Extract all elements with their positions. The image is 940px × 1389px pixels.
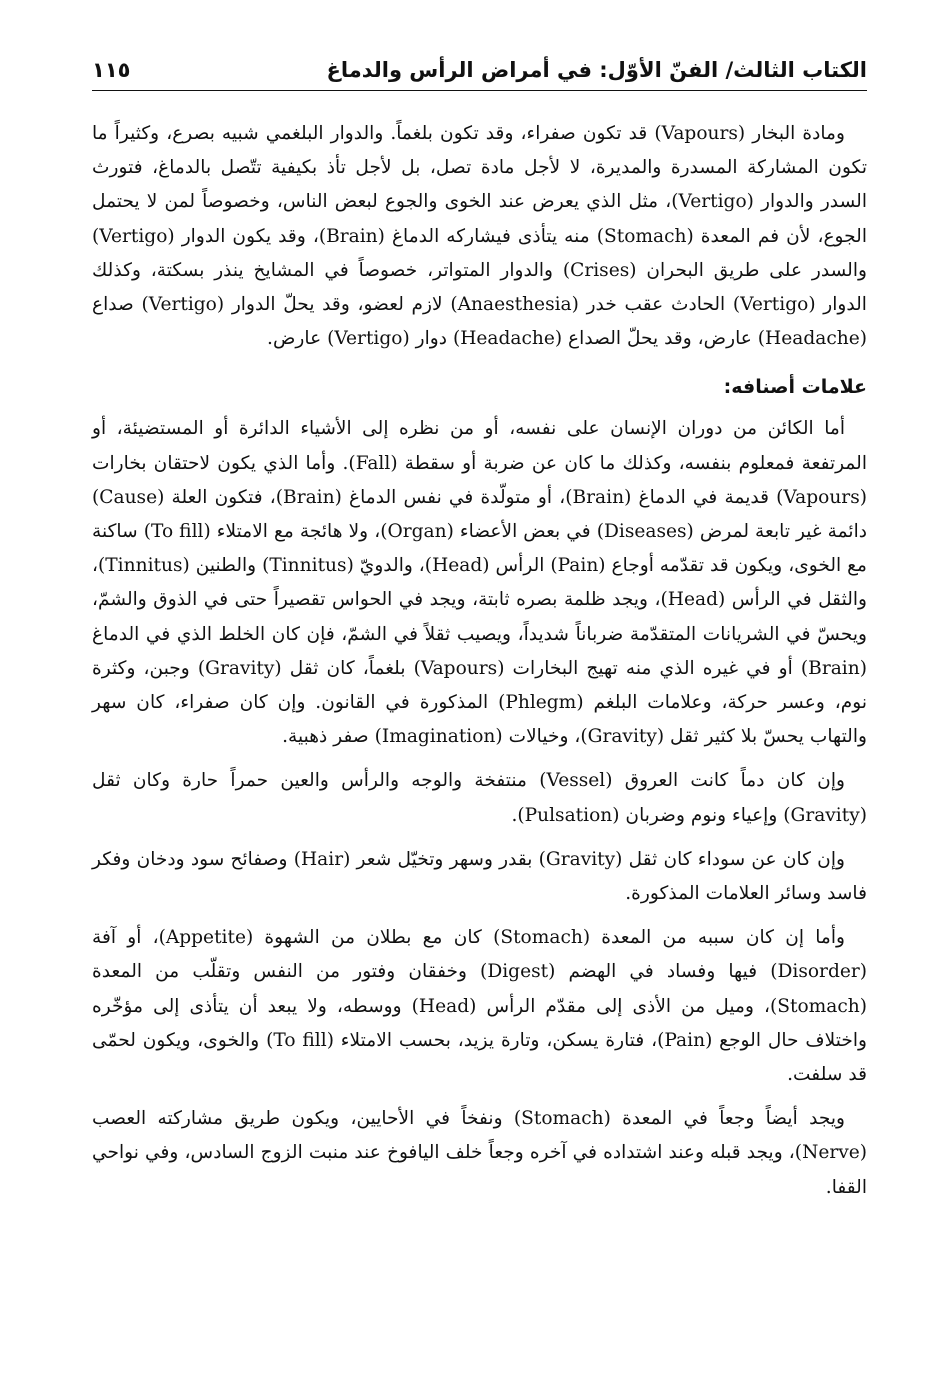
paragraph: وإن كان دماً كانت العروق (Vessel) منتفخة والوجه والرأس والعين حمراً حارة وكان ثقل (Gravity) وإعياء ونوم وضربان (Pulsation). — [92, 770, 867, 826]
running-head — [92, 50, 867, 91]
paragraph: ويجد أيضاً وجعاً في المعدة (Stomach) ونفخاً في الأحايين، ويكون طريق مشاركته العصب (Nerve)، ويجد قبله وعند اشتداده في آخره وجعاً خلف اليافوخ عند منبت الزوج السادس، وفي نواحي القفا. — [92, 1108, 867, 1198]
page-number: ١١٥ — [92, 58, 131, 82]
running-head-title: الكتاب الثالث/ الفنّ الأوّل: في أمراض الرأس والدماغ — [326, 58, 867, 82]
paragraph: ومادة البخار (Vapours) قد تكون صفراء، وقد تكون بلغماً. والدوار البلغمي شبيه بصرع، وكثيراً ما تكون المشاركة المسدرة والمديرة، لا لأجل مادة تصل، بل لأجل تأذ بكيفية تتّصل بالدماغ، فتورث السدر والدوار (Vertigo)، مثل الذي يعرض عند الخوى والجوع لبعض الناس، وخصوصاً لمن لا يحتمل الجوع، لأن فم المعدة (Stomach) منه يتأذى فيشاركه الدماغ (Brain)، وقد يكون الدوار (Vertigo) والسدر على طريق البحران (Crises) والدوار المتواتر، خصوصاً في المشايخ ينذر بسكتة، وكذلك الدوار (Vertigo) الحادث عقب خدر (Anaesthesia) لازم لعضو، وقد يحلّ الدوار (Vertigo) صداع (Headache) عارض، وقد يحلّ الصداع (Headache) دوار (Vertigo) عارض. — [92, 123, 867, 350]
section-heading: علامات أصنافه: — [723, 376, 867, 399]
body-text — [92, 117, 867, 1205]
paragraph: وإن كان عن سوداء كان ثقل (Gravity) بقدر وسهر وتخيّل شعر (Hair) وصفائح سود ودخان وفكر فاسد وسائر العلامات المذكورة. — [92, 848, 867, 905]
paragraph: أما الكائن من دوران الإنسان على نفسه، أو من نظره إلى الأشياء الدائرة أو المستضيئة، أو المرتفعة فمعلوم بنفسه، وكذلك ما كان عن ضربة أو سقطة (Fall). وأما الذي يكون لاحتقان بخارات (Vapours) قديمة في الدماغ (Brain)، أو متولّدة في نفس الدماغ (Brain)، فتكون العلة (Cause) دائمة غير تابعة لمرض (Diseases) في بعض الأعضاء (Organ)، ولا هائجة مع الامتلاء (To fill) ساكنة مع الخوى، ويكون قد تقدّمه أوجاع (Pain) الرأس (Head)، والدويّ (Tinnitus) والطنين (Tinnitus)، والثقل في الرأس (Head)، ويجد ظلمة بصره ثابتة، ويجد في الحواس تقصيراً حتى في الذوق والشمّ، ويحسّ في الشريانات المتقدّمة ضرباناً شديداً، ويصيب ثقلاً في الشمّ، فإن كان الخلط الذي في الدماغ (Brain) أو في غيره الذي منه تهيج البخارات (Vapours) بلغماً، كان ثقل (Gravity) وجبن، وكثرة نوم، وعسر حركة، وعلامات البلغم (Phlegm) المذكورة في القانون. وإن كان صفراء، كان سهر والتهاب يحسّ بلا كثير ثقل (Gravity)، وخيالات (Imagination) صفر ذهبية. — [92, 418, 868, 748]
paragraph: وأما إن كان سببه من المعدة (Stomach) كان مع بطلان من الشهوة (Appetite)، أو آفة (Disorder) فيها وفساد في الهضم (Digest) وخفقان وفتور من النفس وتقلّب من المعدة (Stomach)، وميل من الأذى إلى مقدّم الرأس (Head) ووسطه، ولا يبعد أن يتأذى إلى مؤخّره واختلاف حال الوجع (Pain)، فتارة يسكن، وتارة يزيد، بحسب الامتلاء (To fill) والخوى، ويكون لحمّى قد سلفت. — [92, 927, 868, 1086]
book-page — [92, 50, 867, 1215]
